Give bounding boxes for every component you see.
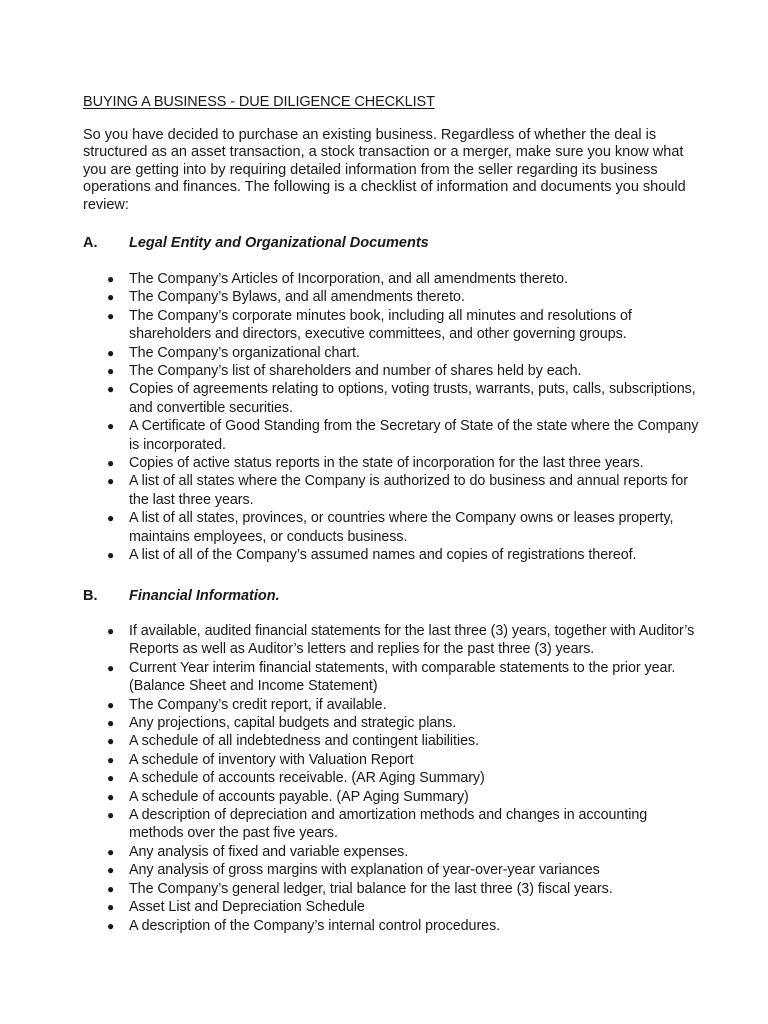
section-a-header <box>83 234 429 252</box>
bullet-icon: ● <box>107 734 115 749</box>
checklist-item-text: The Company’s corporate minutes book, including all minutes and resolutions of shareholders and directors, executive committees, and other governing groups. <box>129 307 632 343</box>
bullet-icon: ● <box>107 716 115 731</box>
checklist-item-text: The Company’s organizational chart. <box>129 344 360 361</box>
bullet-icon: ● <box>107 345 115 360</box>
bullet-icon: ● <box>107 272 115 286</box>
checklist-item <box>0 288 700 306</box>
checklist-item-text: A schedule of all indebtedness and contingent liabilities. <box>129 733 479 750</box>
bullet-icon: ● <box>107 419 115 434</box>
checklist-item-text: A list of all states, provinces, or countries where the Company owns or leases property, maintains employees, or conducts business. <box>129 510 674 545</box>
checklist-item <box>0 454 700 472</box>
checklist-item-text: A schedule of accounts payable. (AP Aging Summary) <box>129 788 469 805</box>
bullet-icon: ● <box>107 752 115 767</box>
checklist-item <box>0 362 700 380</box>
checklist-item-text: The Company’s Bylaws, and all amendments thereto. <box>129 289 465 306</box>
checklist-item <box>0 714 700 732</box>
checklist-item <box>0 344 700 362</box>
checklist-item-text: Current Year interim financial statements, with comparable statements to the prior year. (Balance Sheet and Income Statement) <box>129 659 676 695</box>
bullet-icon: ● <box>107 863 115 878</box>
checklist-item <box>0 732 700 750</box>
bullet-icon: ● <box>107 382 115 397</box>
bullet-icon: ● <box>107 511 115 526</box>
intro-paragraph: So you have decided to purchase an existing business. Regardless of whether the deal is structured as an asset transaction, a stock transaction or a merger, make sure you know what you are getting into by requiring detailed information from the seller regarding its business operations and finances. The following is a checklist of information and documents you should review: <box>83 127 686 213</box>
bullet-icon: ● <box>107 789 115 804</box>
section-a-letter: A. <box>83 235 98 251</box>
bullet-icon: ● <box>107 308 115 323</box>
bullet-icon: ● <box>107 624 115 638</box>
checklist-item <box>0 769 700 787</box>
checklist-item-text: Any projections, capital budgets and strategic plans. <box>129 715 457 732</box>
bullet-icon: ● <box>107 881 115 896</box>
section-b-header <box>83 587 280 605</box>
checklist-item-text: A Certificate of Good Standing from the Secretary of State of the state where the Company is incorporated. <box>129 418 699 453</box>
checklist-item-text: Asset List and Depreciation Schedule <box>129 899 365 916</box>
checklist-item <box>0 659 700 696</box>
checklist-item-text: Copies of active status reports in the state of incorporation for the last three years. <box>129 455 644 472</box>
checklist-item-text: A description of depreciation and amortization methods and changes in accounting methods over the past five years. <box>129 807 648 842</box>
document-title: BUYING A BUSINESS - DUE DILIGENCE CHECKLIST <box>83 94 435 110</box>
checklist-item <box>0 751 700 769</box>
bullet-icon: ● <box>107 808 115 823</box>
checklist-item-text: The Company’s list of shareholders and number of shares held by each. <box>129 363 582 380</box>
checklist-item <box>0 307 700 344</box>
checklist-item-text: A schedule of accounts receivable. (AR Aging Summary) <box>129 770 485 787</box>
checklist-item <box>0 843 700 861</box>
bullet-icon: ● <box>107 290 115 305</box>
checklist-item-text: Any analysis of gross margins with explanation of year-over-year variances <box>129 862 600 879</box>
checklist-item <box>0 917 700 935</box>
section-a-heading: Legal Entity and Organizational Documents <box>129 235 429 251</box>
checklist-item-text: A list of all states where the Company is authorized to do business and annual reports for the last three years. <box>129 473 688 508</box>
checklist-item <box>0 861 700 879</box>
checklist-item-text: Any analysis of fixed and variable expenses. <box>129 843 409 860</box>
checklist-item <box>0 472 700 509</box>
checklist-item <box>0 546 700 564</box>
checklist-item <box>0 788 700 806</box>
checklist-item <box>0 898 700 916</box>
checklist-item-text: A schedule of inventory with Valuation Report <box>129 751 414 768</box>
checklist-item <box>0 622 700 659</box>
checklist-item-text: The Company’s credit report, if available. <box>129 696 387 713</box>
checklist-item-text: Copies of agreements relating to options, voting trusts, warrants, puts, calls, subscriptions, and convertible securities. <box>129 381 696 416</box>
checklist-item <box>0 270 700 288</box>
section-b-list <box>0 622 700 935</box>
section-a-list <box>0 270 700 565</box>
section-b-heading: Financial Information. <box>129 588 280 604</box>
bullet-icon: ● <box>107 456 115 471</box>
checklist-item <box>0 806 700 843</box>
bullet-icon: ● <box>107 900 115 915</box>
checklist-item-text: The Company’s Articles of Incorporation, and all amendments thereto. <box>129 271 568 287</box>
bullet-icon: ● <box>107 844 115 859</box>
checklist-item-text: A description of the Company’s internal control procedures. <box>129 917 501 934</box>
bullet-icon: ● <box>107 918 115 933</box>
checklist-item-text: The Company’s general ledger, trial balance for the last three (3) fiscal years. <box>129 880 613 897</box>
bullet-icon: ● <box>107 771 115 786</box>
checklist-item-text: A list of all of the Company’s assumed names and copies of registrations thereof. <box>129 547 637 564</box>
checklist-item-text: If available, audited financial statements for the last three (3) years, together with Auditor’s Reports as well as Auditor’s letters and replies for the past three (3) years. <box>129 623 695 658</box>
bullet-icon: ● <box>107 660 115 675</box>
section-b-letter: B. <box>83 588 98 604</box>
bullet-icon: ● <box>107 474 115 489</box>
checklist-item <box>0 380 700 417</box>
bullet-icon: ● <box>107 697 115 712</box>
bullet-icon: ● <box>107 364 115 379</box>
checklist-item <box>0 509 700 546</box>
checklist-item <box>0 417 700 454</box>
checklist-item <box>0 696 700 714</box>
bullet-icon: ● <box>107 548 115 563</box>
checklist-item <box>0 880 700 898</box>
